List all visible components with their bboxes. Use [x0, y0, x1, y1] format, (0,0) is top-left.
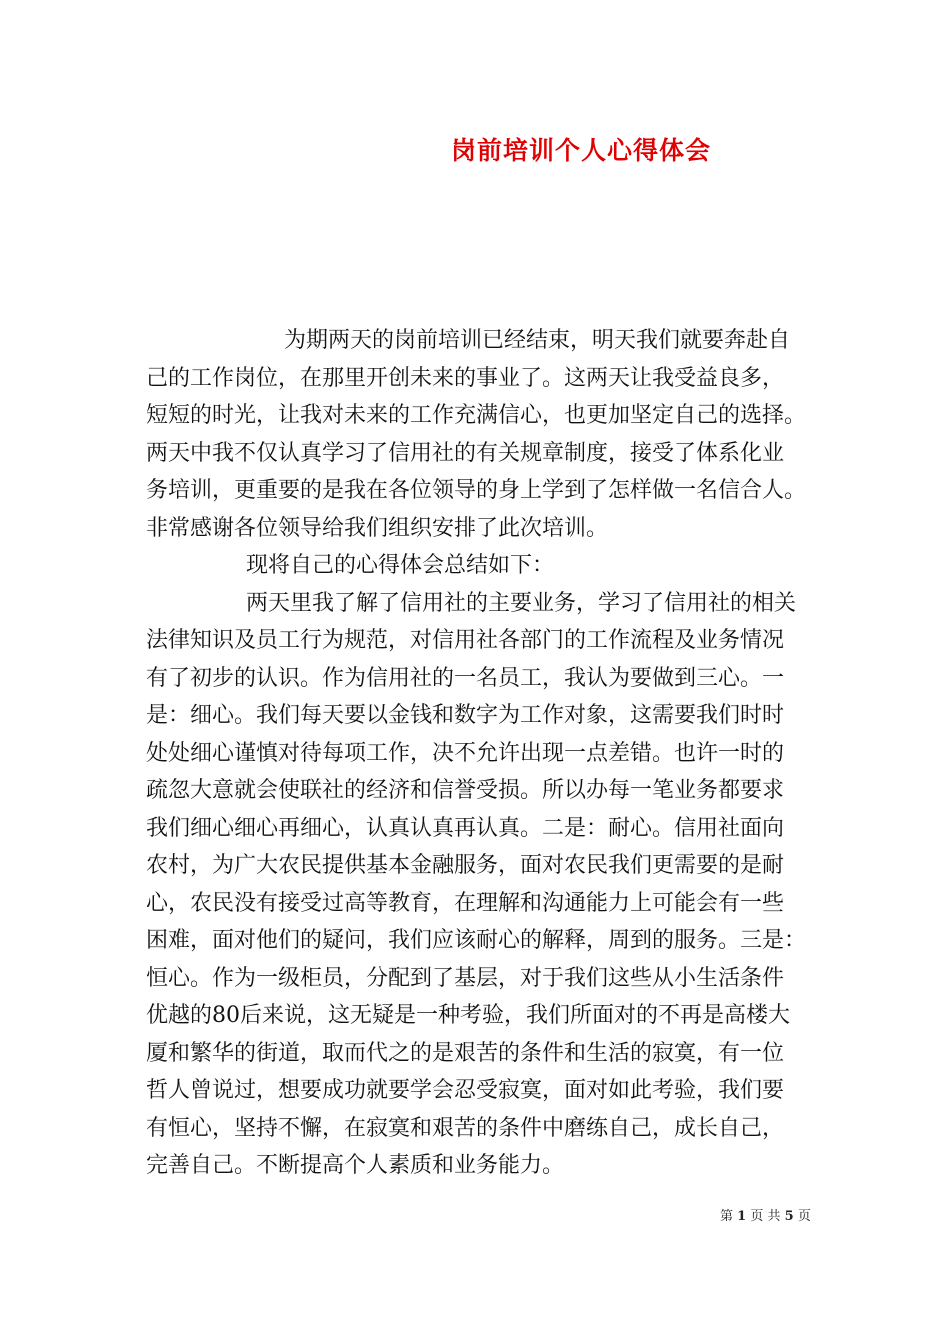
- paragraph-line: 是：细心。我们每天要以金钱和数字为工作对象，这需要我们时时: [146, 703, 785, 728]
- paragraph-line: 优越的80后来说，这无疑是一种考验，我们所面对的不再是高楼大: [146, 1003, 790, 1028]
- page-title: 岗前培训个人心得体会: [451, 136, 712, 165]
- footer-current-page: 1: [737, 1209, 747, 1224]
- page-footer: [720, 1205, 811, 1224]
- paragraph-line: 处处细心谨慎对待每项工作，决不允许出现一点差错。也许一时的: [146, 740, 785, 766]
- paragraph-line: 哲人曾说过，想要成功就要学会忍受寂寞，面对如此考验，我们要: [146, 1078, 785, 1103]
- paragraph-line: 己的工作岗位，在那里开创未来的事业了。这两天让我受益良多，: [146, 365, 785, 391]
- paragraph-line: 务培训，更重要的是我在各位领导的身上学到了怎样做一名信合人。: [146, 478, 807, 503]
- footer-suffix: 页: [797, 1209, 811, 1224]
- document-body: [146, 322, 846, 1185]
- footer-middle: 页 共: [750, 1209, 781, 1224]
- paragraph-line: 厦和繁华的街道，取而代之的是艰苦的条件和生活的寂寞，有一位: [146, 1040, 785, 1066]
- paragraph-line: 心，农民没有接受过高等教育，在理解和沟通能力上可能会有一些: [146, 890, 785, 916]
- paragraph-line: 有恒心，坚持不懈，在寂寞和艰苦的条件中磨练自己，成长自己，: [146, 1115, 785, 1141]
- paragraph-line: 两天中我不仅认真学习了信用社的有关规章制度，接受了体系化业: [146, 440, 785, 466]
- paragraph-line: 困难，面对他们的疑问，我们应该耐心的解释，周到的服务。三是：: [146, 928, 807, 953]
- paragraph-line: 农村，为广大农民提供基本金融服务，面对农民我们更需要的是耐: [146, 853, 785, 878]
- paragraph-line: 恒心。作为一级柜员，分配到了基层，对于我们这些从小生活条件: [146, 965, 785, 991]
- paragraph-line: 有了初步的认识。作为信用社的一名员工，我认为要做到三心。一: [146, 665, 785, 691]
- paragraph-line: 我们细心细心再细心，认真认真再认真。二是：耐心。信用社面向: [146, 815, 785, 841]
- paragraph-line: 两天里我了解了信用社的主要业务，学习了信用社的相关: [246, 590, 797, 616]
- paragraph-line: 短短的时光，让我对未来的工作充满信心，也更加坚定自己的选择。: [146, 403, 807, 428]
- footer-prefix: 第: [720, 1209, 734, 1224]
- paragraph-line: 法律知识及员工行为规范，对信用社各部门的工作流程及业务情况: [146, 628, 785, 653]
- paragraph-line: 非常感谢各位领导给我们组织安排了此次培训。: [146, 515, 609, 541]
- paragraph-line: 疏忽大意就会使联社的经济和信誉受损。所以办每一笔业务都要求: [146, 778, 785, 803]
- paragraph-line: 现将自己的心得体会总结如下：: [246, 553, 555, 578]
- paragraph-line: 为期两天的岗前培训已经结束，明天我们就要奔赴自: [284, 328, 791, 353]
- paragraph-line: 完善自己。不断提高个人素质和业务能力。: [146, 1153, 565, 1178]
- footer-total-pages: 5: [784, 1209, 794, 1224]
